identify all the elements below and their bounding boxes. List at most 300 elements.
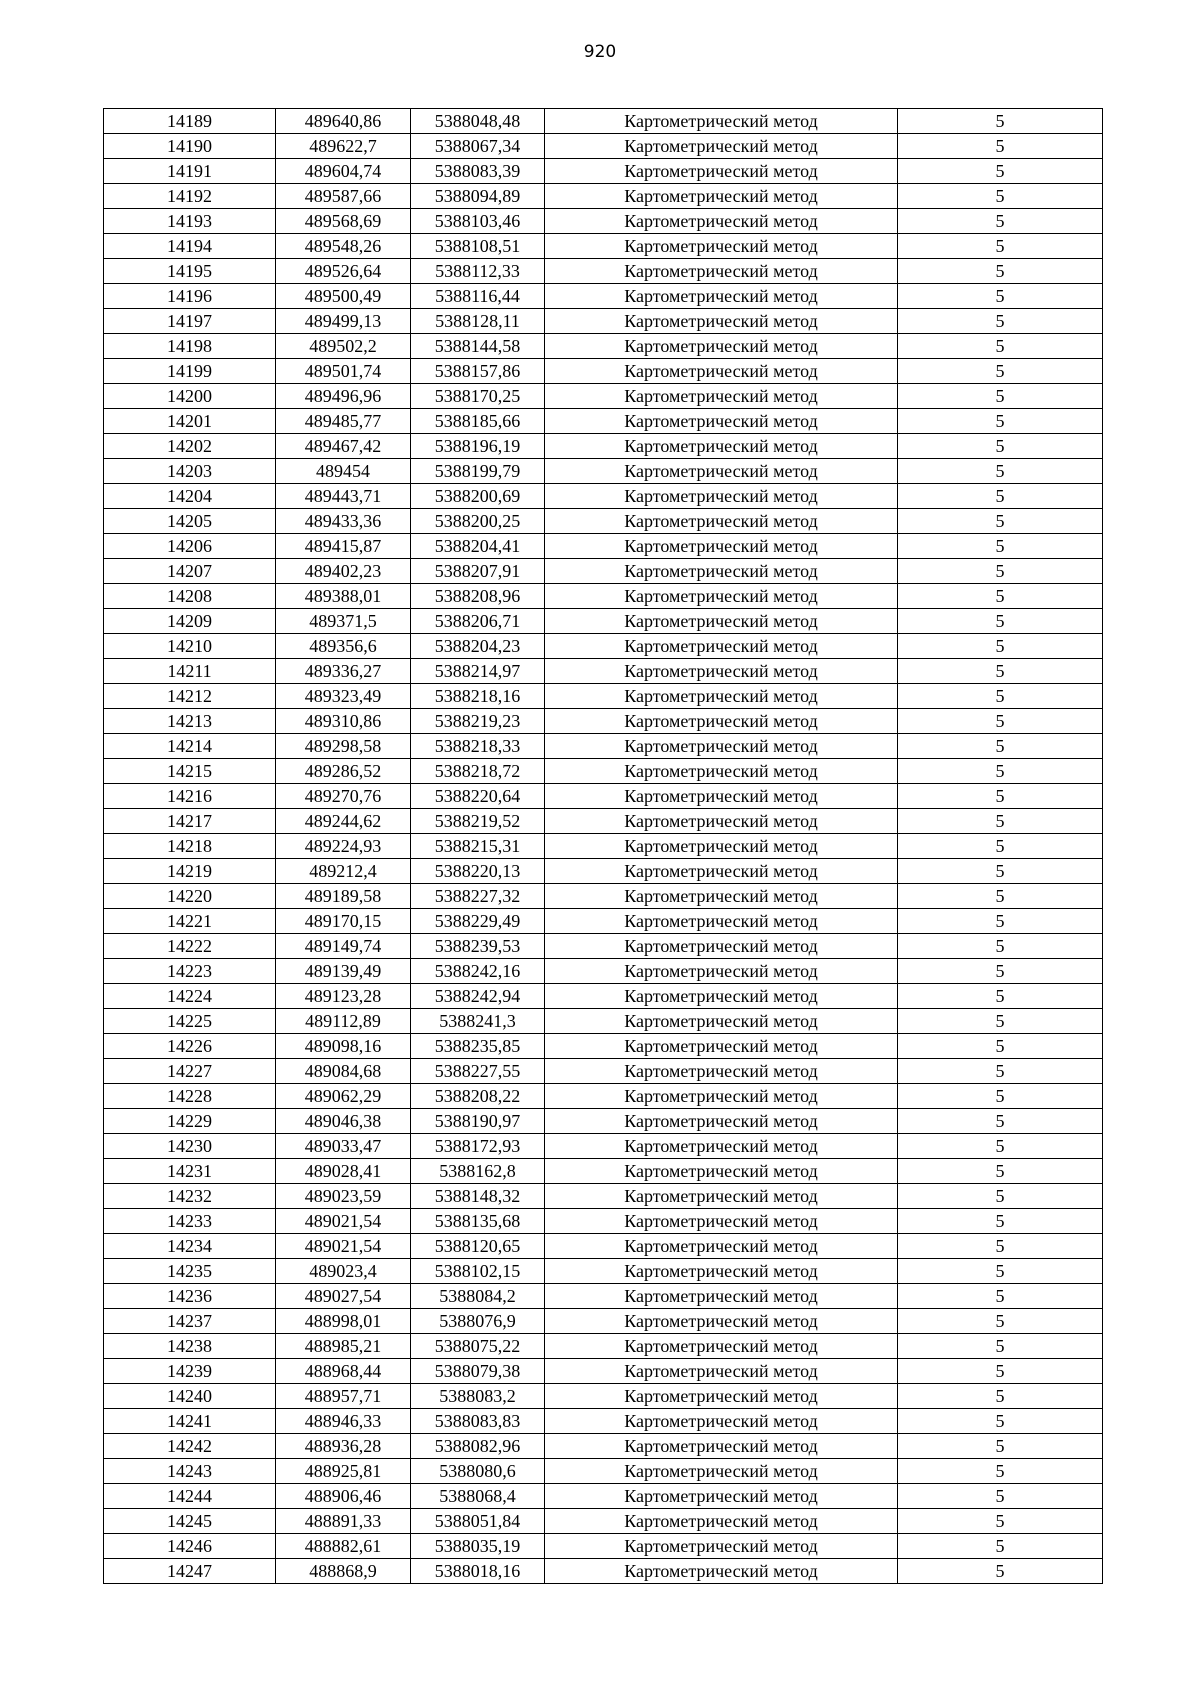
table-row [104,1134,1103,1159]
x-coordinate-cell: 489310,86 [276,709,411,734]
x-coordinate-cell: 489500,49 [276,284,411,309]
x-coordinate-cell: 489388,01 [276,584,411,609]
y-coordinate-cell: 5388079,38 [411,1359,545,1384]
y-coordinate-cell: 5388199,79 [411,459,545,484]
x-coordinate-cell: 489496,96 [276,384,411,409]
accuracy-cell: 5 [898,534,1103,559]
x-coordinate-cell: 489454 [276,459,411,484]
y-coordinate-cell: 5388227,55 [411,1059,545,1084]
x-coordinate-cell: 489023,59 [276,1184,411,1209]
point-number-cell: 14195 [104,259,276,284]
accuracy-cell: 5 [898,509,1103,534]
table-row [104,459,1103,484]
table-row [104,509,1103,534]
x-coordinate-cell: 489402,23 [276,559,411,584]
method-cell: Картометрический метод [545,1534,898,1559]
y-coordinate-cell: 5388207,91 [411,559,545,584]
point-number-cell: 14230 [104,1134,276,1159]
point-number-cell: 14208 [104,584,276,609]
accuracy-cell: 5 [898,684,1103,709]
method-cell: Картометрический метод [545,459,898,484]
method-cell: Картометрический метод [545,659,898,684]
point-number-cell: 14197 [104,309,276,334]
x-coordinate-cell: 488868,9 [276,1559,411,1584]
accuracy-cell: 5 [898,1434,1103,1459]
y-coordinate-cell: 5388018,16 [411,1559,545,1584]
y-coordinate-cell: 5388084,2 [411,1284,545,1309]
point-number-cell: 14190 [104,134,276,159]
method-cell: Картометрический метод [545,1484,898,1509]
y-coordinate-cell: 5388128,11 [411,309,545,334]
point-number-cell: 14222 [104,934,276,959]
point-number-cell: 14225 [104,1009,276,1034]
point-number-cell: 14240 [104,1384,276,1409]
table-row [104,1184,1103,1209]
table-row [104,184,1103,209]
y-coordinate-cell: 5388116,44 [411,284,545,309]
point-number-cell: 14239 [104,1359,276,1384]
y-coordinate-cell: 5388215,31 [411,834,545,859]
method-cell: Картометрический метод [545,584,898,609]
method-cell: Картометрический метод [545,1084,898,1109]
method-cell: Картометрический метод [545,809,898,834]
point-number-cell: 14237 [104,1309,276,1334]
method-cell: Картометрический метод [545,909,898,934]
accuracy-cell: 5 [898,209,1103,234]
x-coordinate-cell: 489189,58 [276,884,411,909]
point-number-cell: 14232 [104,1184,276,1209]
y-coordinate-cell: 5388208,96 [411,584,545,609]
x-coordinate-cell: 489298,58 [276,734,411,759]
point-number-cell: 14217 [104,809,276,834]
point-number-cell: 14202 [104,434,276,459]
x-coordinate-cell: 489587,66 [276,184,411,209]
accuracy-cell: 5 [898,284,1103,309]
x-coordinate-cell: 489212,4 [276,859,411,884]
x-coordinate-cell: 489084,68 [276,1059,411,1084]
x-coordinate-cell: 489640,86 [276,109,411,134]
table-row [104,1359,1103,1384]
table-row [104,834,1103,859]
y-coordinate-cell: 5388219,52 [411,809,545,834]
y-coordinate-cell: 5388162,8 [411,1159,545,1184]
point-number-cell: 14234 [104,1234,276,1259]
table-row [104,934,1103,959]
method-cell: Картометрический метод [545,209,898,234]
x-coordinate-cell: 489021,54 [276,1234,411,1259]
table-row [104,784,1103,809]
method-cell: Картометрический метод [545,1334,898,1359]
y-coordinate-cell: 5388103,46 [411,209,545,234]
y-coordinate-cell: 5388120,65 [411,1234,545,1259]
page-number: 920 [583,42,617,62]
table-row [104,984,1103,1009]
method-cell: Картометрический метод [545,1559,898,1584]
y-coordinate-cell: 5388108,51 [411,234,545,259]
y-coordinate-cell: 5388190,97 [411,1109,545,1134]
x-coordinate-cell: 488946,33 [276,1409,411,1434]
accuracy-cell: 5 [898,1184,1103,1209]
accuracy-cell: 5 [898,234,1103,259]
table-row [104,1484,1103,1509]
y-coordinate-cell: 5388227,32 [411,884,545,909]
accuracy-cell: 5 [898,259,1103,284]
table-row [104,409,1103,434]
y-coordinate-cell: 5388196,19 [411,434,545,459]
accuracy-cell: 5 [898,109,1103,134]
method-cell: Картометрический метод [545,434,898,459]
accuracy-cell: 5 [898,459,1103,484]
point-number-cell: 14203 [104,459,276,484]
accuracy-cell: 5 [898,1259,1103,1284]
accuracy-cell: 5 [898,1334,1103,1359]
method-cell: Картометрический метод [545,1309,898,1334]
accuracy-cell: 5 [898,609,1103,634]
table-row [104,1509,1103,1534]
accuracy-cell: 5 [898,859,1103,884]
point-number-cell: 14227 [104,1059,276,1084]
y-coordinate-cell: 5388229,49 [411,909,545,934]
y-coordinate-cell: 5388208,22 [411,1084,545,1109]
accuracy-cell: 5 [898,884,1103,909]
point-number-cell: 14224 [104,984,276,1009]
y-coordinate-cell: 5388102,15 [411,1259,545,1284]
table-row [104,1109,1103,1134]
accuracy-cell: 5 [898,559,1103,584]
table-row [104,584,1103,609]
accuracy-cell: 5 [898,1284,1103,1309]
point-number-cell: 14192 [104,184,276,209]
method-cell: Картометрический метод [545,359,898,384]
y-coordinate-cell: 5388083,39 [411,159,545,184]
x-coordinate-cell: 488968,44 [276,1359,411,1384]
method-cell: Картометрический метод [545,1359,898,1384]
y-coordinate-cell: 5388076,9 [411,1309,545,1334]
method-cell: Картометрический метод [545,709,898,734]
y-coordinate-cell: 5388048,48 [411,109,545,134]
point-number-cell: 14221 [104,909,276,934]
method-cell: Картометрический метод [545,134,898,159]
accuracy-cell: 5 [898,1309,1103,1334]
x-coordinate-cell: 489023,4 [276,1259,411,1284]
point-number-cell: 14211 [104,659,276,684]
method-cell: Картометрический метод [545,1234,898,1259]
accuracy-cell: 5 [898,734,1103,759]
table-row [104,684,1103,709]
y-coordinate-cell: 5388218,33 [411,734,545,759]
method-cell: Картометрический метод [545,1159,898,1184]
x-coordinate-cell: 489244,62 [276,809,411,834]
method-cell: Картометрический метод [545,384,898,409]
method-cell: Картометрический метод [545,934,898,959]
y-coordinate-cell: 5388135,68 [411,1209,545,1234]
y-coordinate-cell: 5388144,58 [411,334,545,359]
y-coordinate-cell: 5388220,64 [411,784,545,809]
y-coordinate-cell: 5388185,66 [411,409,545,434]
table-row [104,734,1103,759]
point-number-cell: 14228 [104,1084,276,1109]
x-coordinate-cell: 489286,52 [276,759,411,784]
point-number-cell: 14245 [104,1509,276,1534]
table-row [104,859,1103,884]
table-row [104,1309,1103,1334]
x-coordinate-cell: 489415,87 [276,534,411,559]
x-coordinate-cell: 488985,21 [276,1334,411,1359]
point-number-cell: 14207 [104,559,276,584]
y-coordinate-cell: 5388051,84 [411,1509,545,1534]
point-number-cell: 14214 [104,734,276,759]
x-coordinate-cell: 489021,54 [276,1209,411,1234]
point-number-cell: 14236 [104,1284,276,1309]
x-coordinate-cell: 489270,76 [276,784,411,809]
y-coordinate-cell: 5388148,32 [411,1184,545,1209]
accuracy-cell: 5 [898,1359,1103,1384]
point-number-cell: 14233 [104,1209,276,1234]
accuracy-cell: 5 [898,1409,1103,1434]
method-cell: Картометрический метод [545,859,898,884]
method-cell: Картометрический метод [545,509,898,534]
accuracy-cell: 5 [898,1009,1103,1034]
accuracy-cell: 5 [898,809,1103,834]
y-coordinate-cell: 5388083,83 [411,1409,545,1434]
y-coordinate-cell: 5388204,23 [411,634,545,659]
method-cell: Картометрический метод [545,484,898,509]
table-row [104,1034,1103,1059]
accuracy-cell: 5 [898,1084,1103,1109]
table-row [104,759,1103,784]
table-row [104,884,1103,909]
accuracy-cell: 5 [898,1234,1103,1259]
point-number-cell: 14198 [104,334,276,359]
method-cell: Картометрический метод [545,959,898,984]
accuracy-cell: 5 [898,659,1103,684]
method-cell: Картометрический метод [545,784,898,809]
accuracy-cell: 5 [898,959,1103,984]
table-row [104,1009,1103,1034]
accuracy-cell: 5 [898,834,1103,859]
method-cell: Картометрический метод [545,1034,898,1059]
y-coordinate-cell: 5388075,22 [411,1334,545,1359]
point-number-cell: 14196 [104,284,276,309]
accuracy-cell: 5 [898,934,1103,959]
table-row [104,334,1103,359]
x-coordinate-cell: 489224,93 [276,834,411,859]
x-coordinate-cell: 489622,7 [276,134,411,159]
x-coordinate-cell: 489371,5 [276,609,411,634]
table-row [104,959,1103,984]
point-number-cell: 14189 [104,109,276,134]
x-coordinate-cell: 489467,42 [276,434,411,459]
table-row [104,1234,1103,1259]
y-coordinate-cell: 5388242,94 [411,984,545,1009]
point-number-cell: 14213 [104,709,276,734]
table-row [104,259,1103,284]
table-row [104,559,1103,584]
x-coordinate-cell: 489548,26 [276,234,411,259]
table-row [104,1409,1103,1434]
method-cell: Картометрический метод [545,309,898,334]
x-coordinate-cell: 488925,81 [276,1459,411,1484]
table-row [104,1284,1103,1309]
accuracy-cell: 5 [898,634,1103,659]
accuracy-cell: 5 [898,909,1103,934]
y-coordinate-cell: 5388206,71 [411,609,545,634]
table-row [104,1334,1103,1359]
x-coordinate-cell: 489062,29 [276,1084,411,1109]
point-number-cell: 14218 [104,834,276,859]
point-number-cell: 14200 [104,384,276,409]
y-coordinate-cell: 5388035,19 [411,1534,545,1559]
method-cell: Картометрический метод [545,1009,898,1034]
x-coordinate-cell: 489443,71 [276,484,411,509]
method-cell: Картометрический метод [545,1259,898,1284]
table-row [104,534,1103,559]
y-coordinate-cell: 5388220,13 [411,859,545,884]
x-coordinate-cell: 489170,15 [276,909,411,934]
method-cell: Картометрический метод [545,634,898,659]
method-cell: Картометрический метод [545,1059,898,1084]
table-row [104,1159,1103,1184]
method-cell: Картометрический метод [545,1384,898,1409]
y-coordinate-cell: 5388112,33 [411,259,545,284]
table-row [104,484,1103,509]
y-coordinate-cell: 5388218,16 [411,684,545,709]
y-coordinate-cell: 5388082,96 [411,1434,545,1459]
point-number-cell: 14206 [104,534,276,559]
x-coordinate-cell: 489604,74 [276,159,411,184]
table-row [104,1384,1103,1409]
y-coordinate-cell: 5388094,89 [411,184,545,209]
method-cell: Картометрический метод [545,184,898,209]
table-row [104,384,1103,409]
table-row [104,134,1103,159]
x-coordinate-cell: 489046,38 [276,1109,411,1134]
point-number-cell: 14193 [104,209,276,234]
method-cell: Картометрический метод [545,1409,898,1434]
table-row [104,1259,1103,1284]
point-number-cell: 14216 [104,784,276,809]
x-coordinate-cell: 489433,36 [276,509,411,534]
point-number-cell: 14229 [104,1109,276,1134]
method-cell: Картометрический метод [545,1184,898,1209]
accuracy-cell: 5 [898,584,1103,609]
table-row [104,109,1103,134]
accuracy-cell: 5 [898,759,1103,784]
point-number-cell: 14231 [104,1159,276,1184]
x-coordinate-cell: 488906,46 [276,1484,411,1509]
x-coordinate-cell: 489323,49 [276,684,411,709]
x-coordinate-cell: 489149,74 [276,934,411,959]
x-coordinate-cell: 489499,13 [276,309,411,334]
method-cell: Картометрический метод [545,609,898,634]
point-number-cell: 14246 [104,1534,276,1559]
y-coordinate-cell: 5388239,53 [411,934,545,959]
method-cell: Картометрический метод [545,334,898,359]
point-number-cell: 14223 [104,959,276,984]
accuracy-cell: 5 [898,359,1103,384]
method-cell: Картометрический метод [545,834,898,859]
y-coordinate-cell: 5388214,97 [411,659,545,684]
method-cell: Картометрический метод [545,684,898,709]
table-row [104,209,1103,234]
table-row [104,359,1103,384]
method-cell: Картометрический метод [545,1284,898,1309]
table-row [104,284,1103,309]
method-cell: Картометрический метод [545,409,898,434]
method-cell: Картометрический метод [545,284,898,309]
accuracy-cell: 5 [898,1209,1103,1234]
x-coordinate-cell: 488998,01 [276,1309,411,1334]
table-row [104,609,1103,634]
point-number-cell: 14235 [104,1259,276,1284]
point-number-cell: 14247 [104,1559,276,1584]
point-number-cell: 14201 [104,409,276,434]
point-number-cell: 14238 [104,1334,276,1359]
accuracy-cell: 5 [898,1509,1103,1534]
accuracy-cell: 5 [898,1134,1103,1159]
y-coordinate-cell: 5388200,25 [411,509,545,534]
point-number-cell: 14199 [104,359,276,384]
table-row [104,1459,1103,1484]
y-coordinate-cell: 5388172,93 [411,1134,545,1159]
x-coordinate-cell: 488891,33 [276,1509,411,1534]
method-cell: Картометрический метод [545,1509,898,1534]
x-coordinate-cell: 489336,27 [276,659,411,684]
table-row [104,434,1103,459]
x-coordinate-cell: 489139,49 [276,959,411,984]
point-number-cell: 14244 [104,1484,276,1509]
method-cell: Картометрический метод [545,984,898,1009]
table-row [104,234,1103,259]
y-coordinate-cell: 5388068,4 [411,1484,545,1509]
point-number-cell: 14242 [104,1434,276,1459]
point-number-cell: 14219 [104,859,276,884]
accuracy-cell: 5 [898,1534,1103,1559]
method-cell: Картометрический метод [545,534,898,559]
accuracy-cell: 5 [898,184,1103,209]
method-cell: Картометрический метод [545,1109,898,1134]
point-number-cell: 14194 [104,234,276,259]
y-coordinate-cell: 5388157,86 [411,359,545,384]
point-number-cell: 14226 [104,1034,276,1059]
y-coordinate-cell: 5388067,34 [411,134,545,159]
accuracy-cell: 5 [898,1384,1103,1409]
point-number-cell: 14215 [104,759,276,784]
point-number-cell: 14204 [104,484,276,509]
x-coordinate-cell: 488957,71 [276,1384,411,1409]
x-coordinate-cell: 489502,2 [276,334,411,359]
accuracy-cell: 5 [898,309,1103,334]
accuracy-cell: 5 [898,1484,1103,1509]
y-coordinate-cell: 5388242,16 [411,959,545,984]
y-coordinate-cell: 5388083,2 [411,1384,545,1409]
method-cell: Картометрический метод [545,884,898,909]
point-number-cell: 14212 [104,684,276,709]
x-coordinate-cell: 489028,41 [276,1159,411,1184]
accuracy-cell: 5 [898,1559,1103,1584]
accuracy-cell: 5 [898,484,1103,509]
table-row [104,634,1103,659]
table-row [104,1209,1103,1234]
x-coordinate-cell: 489485,77 [276,409,411,434]
coordinates-table [103,108,1103,1584]
accuracy-cell: 5 [898,1459,1103,1484]
accuracy-cell: 5 [898,434,1103,459]
accuracy-cell: 5 [898,334,1103,359]
point-number-cell: 14210 [104,634,276,659]
table-row [104,1059,1103,1084]
accuracy-cell: 5 [898,1034,1103,1059]
